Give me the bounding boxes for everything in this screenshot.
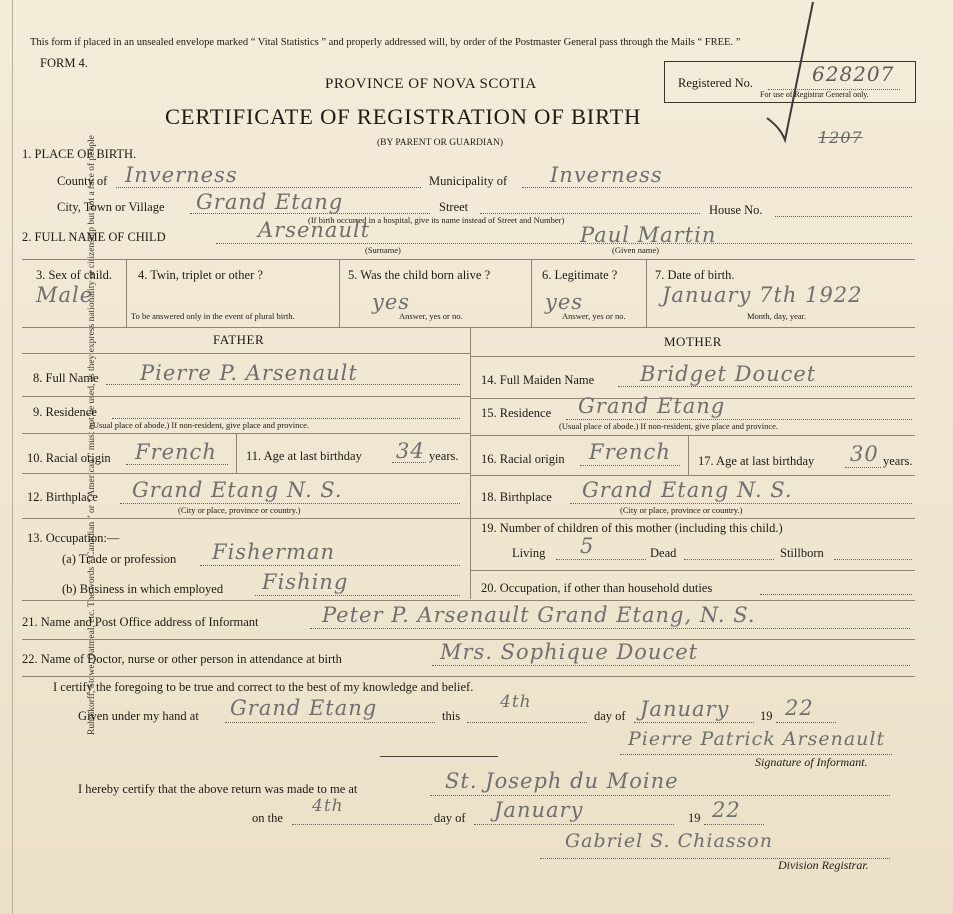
doctor-label: 22. Name of Doctor, nurse or other person in attendance at birth bbox=[22, 652, 342, 666]
legitimate-label: 6. Legitimate ? bbox=[542, 268, 618, 282]
mother-residence-value: Grand Etang bbox=[578, 394, 726, 418]
mother-age-label: 17. Age at last birthday bbox=[698, 454, 815, 468]
dead-label: Dead bbox=[650, 546, 677, 560]
city-label: City, Town or Village bbox=[57, 200, 165, 214]
place-of-birth-heading: 1. PLACE OF BIRTH. bbox=[22, 147, 137, 161]
father-residence-note: (Usual place of abode.) If non-resident, give place and province. bbox=[90, 420, 310, 430]
business-label: (b) Business in which employed bbox=[62, 582, 224, 596]
binding-edge bbox=[12, 0, 13, 914]
father-years: years. bbox=[429, 449, 459, 463]
surname-note: (Surname) bbox=[365, 245, 401, 255]
registrar-statement: I hereby certify that the above return was made to me at bbox=[78, 782, 358, 796]
certify-day-of-label: day of bbox=[594, 709, 626, 723]
alive-label: 5. Was the child born alive ? bbox=[348, 268, 491, 282]
postal-notice: This form if placed in an unsealed envelope marked “ Vital Statistics ” and properly addressed will, by order of the Postmaster General pass through the Mails “ FREE. ” bbox=[30, 37, 741, 48]
child-surname: Arsenault bbox=[258, 218, 371, 242]
father-age-label: 11. Age at last birthday bbox=[246, 449, 362, 463]
registrar-signature: Gabriel S. Chiasson bbox=[565, 830, 773, 852]
hospital-note: (If birth occurred in a hospital, give its name instead of Street and Number) bbox=[308, 215, 565, 225]
father-birthplace-note: (City or place, province or country.) bbox=[178, 505, 301, 515]
father-occupation-label: 13. Occupation:— bbox=[27, 531, 120, 545]
date-label: 7. Date of birth. bbox=[655, 268, 735, 282]
house-label: House No. bbox=[709, 203, 763, 217]
father-name-value: Pierre P. Arsenault bbox=[140, 361, 358, 385]
alive-value: yes bbox=[372, 290, 411, 314]
father-birthplace-label: 12. Birthplace bbox=[27, 490, 98, 504]
certify-year: 22 bbox=[785, 696, 814, 720]
informant-value: Peter P. Arsenault Grand Etang, N. S. bbox=[322, 603, 756, 627]
province-heading: PROVINCE OF NOVA SCOTIA bbox=[325, 76, 537, 92]
mother-years: years. bbox=[883, 454, 913, 468]
mother-residence-note: (Usual place of abode.) If non-resident, give place and province. bbox=[559, 421, 779, 431]
twin-note: To be answered only in the event of plural birth. bbox=[131, 311, 295, 321]
certificate-title: CERTIFICATE OF REGISTRATION OF BIRTH bbox=[165, 104, 642, 129]
doctor-value: Mrs. Sophique Doucet bbox=[440, 640, 699, 664]
registration-number: 628207 bbox=[812, 62, 895, 86]
certificate-subtitle: (BY PARENT OR GUARDIAN) bbox=[377, 138, 504, 148]
certify-month: January bbox=[640, 697, 730, 721]
mother-heading: MOTHER bbox=[664, 334, 722, 349]
twin-label: 4. Twin, triplet or other ? bbox=[138, 268, 263, 282]
mother-racial-label: 16. Racial origin bbox=[481, 452, 565, 466]
side-note: Ruhmkorff, Stowe, Oatmeal, etc. The words “ Canadian ” or “ American ” must not be used, as they express nationality or citizenship but not a race of people bbox=[87, 135, 97, 735]
county-label: County of bbox=[57, 174, 108, 188]
registration-note: For use of Registrar General only. bbox=[760, 90, 869, 99]
struck-number: 1207 bbox=[818, 128, 863, 147]
informant-signature-label: Signature of Informant. bbox=[755, 755, 868, 769]
city-value: Grand Etang bbox=[196, 190, 344, 214]
municipality-value: Inverness bbox=[550, 163, 663, 187]
living-value: 5 bbox=[580, 534, 595, 558]
mother-birthplace-value: Grand Etang N. S. bbox=[582, 478, 793, 502]
given-label: Given under my hand at bbox=[78, 709, 199, 723]
mother-age-value: 30 bbox=[850, 442, 879, 466]
father-racial-label: 10. Racial origin bbox=[27, 451, 111, 465]
mother-birthplace-label: 18. Birthplace bbox=[481, 490, 552, 504]
children-label: 19. Number of children of this mother (including this child.) bbox=[481, 521, 783, 535]
registrar-place: St. Joseph du Moine bbox=[445, 769, 679, 793]
legitimate-value: yes bbox=[545, 290, 584, 314]
form-number: FORM 4. bbox=[40, 56, 88, 70]
street-label: Street bbox=[439, 200, 469, 214]
registrar-signature-label: Division Registrar. bbox=[778, 858, 869, 872]
stillborn-label: Stillborn bbox=[780, 546, 824, 560]
mother-name-value: Bridget Doucet bbox=[640, 362, 817, 386]
full-name-label: 2. FULL NAME OF CHILD bbox=[22, 230, 166, 244]
registrar-year-prefix: 19 bbox=[688, 811, 701, 825]
informant-signature: Pierre Patrick Arsenault bbox=[628, 728, 886, 750]
mother-residence-label: 15. Residence bbox=[481, 406, 552, 420]
trade-value: Fisherman bbox=[212, 540, 336, 564]
registrar-year: 22 bbox=[712, 798, 741, 822]
mother-name-label: 14. Full Maiden Name bbox=[481, 373, 595, 387]
date-of-birth: January 7th 1922 bbox=[662, 283, 863, 307]
mother-birthplace-note: (City or place, province or country.) bbox=[620, 505, 743, 515]
business-value: Fishing bbox=[262, 570, 349, 594]
registrar-month: January bbox=[494, 798, 584, 822]
certify-year-prefix: 19 bbox=[760, 709, 773, 723]
date-note: Month, day, year. bbox=[747, 311, 807, 321]
sex-value: Male bbox=[36, 283, 94, 307]
father-racial-value: French bbox=[135, 440, 217, 464]
informant-label: 21. Name and Post Office address of Informant bbox=[22, 615, 259, 629]
registrar-on-the-label: on the bbox=[252, 811, 283, 825]
sex-label: 3. Sex of child. bbox=[36, 268, 113, 282]
certify-statement: I certify the foregoing to be true and correct to the best of my knowledge and belief. bbox=[53, 680, 474, 694]
mother-occupation-label: 20. Occupation, if other than household duties bbox=[481, 581, 713, 595]
father-age-value: 34 bbox=[396, 439, 425, 463]
father-birthplace-value: Grand Etang N. S. bbox=[132, 478, 343, 502]
this-label: this bbox=[442, 709, 461, 723]
registrar-day-of-label: day of bbox=[434, 811, 466, 825]
alive-note: Answer, yes or no. bbox=[399, 311, 463, 321]
certify-day: 4th bbox=[500, 692, 532, 712]
father-name-label: 8. Full Name bbox=[33, 371, 99, 385]
mother-racial-value: French bbox=[589, 440, 671, 464]
municipality-label: Municipality of bbox=[429, 174, 508, 188]
father-residence-label: 9. Residence bbox=[33, 405, 97, 419]
registered-label: Registered No. bbox=[678, 76, 753, 90]
registrar-day: 4th bbox=[312, 796, 344, 816]
county-value: Inverness bbox=[125, 163, 238, 187]
given-place: Grand Etang bbox=[230, 696, 378, 720]
living-label: Living bbox=[512, 546, 546, 560]
child-given-name: Paul Martin bbox=[580, 223, 717, 247]
father-heading: FATHER bbox=[213, 332, 265, 347]
check-mark-stroke bbox=[755, 0, 825, 150]
legitimate-note: Answer, yes or no. bbox=[562, 311, 626, 321]
trade-label: (a) Trade or profession bbox=[62, 552, 177, 566]
given-name-note: (Given name) bbox=[612, 245, 659, 255]
